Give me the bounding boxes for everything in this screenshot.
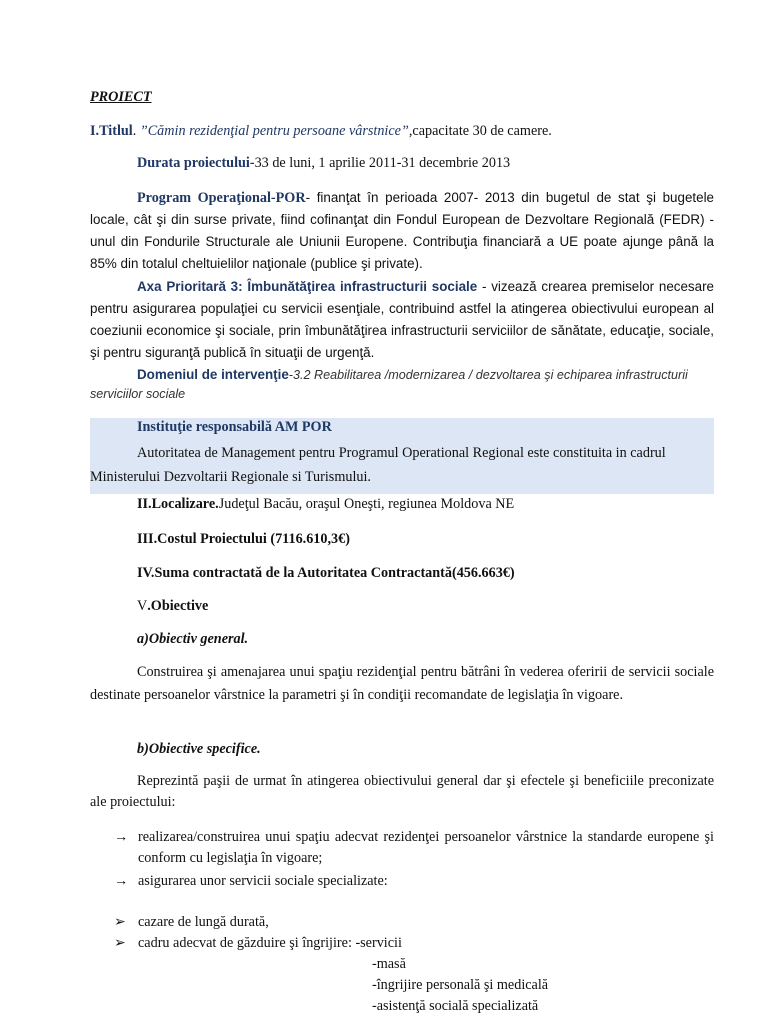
localizare-line [137, 494, 714, 515]
durata-label: Durata proiectului- [137, 155, 255, 171]
domeniu-paragraph [90, 365, 714, 404]
institutie-line1: Autoritatea de Management pentru Programul Operational Regional este constituita in cadrul [137, 445, 666, 461]
check-item-text: cadru adecvat de găzduire şi îngrijire: -servicii [138, 935, 402, 951]
arrow-icon: → [114, 829, 129, 845]
obiective-roman: V [137, 598, 148, 614]
titlu-sep: . [132, 123, 140, 139]
institutie-line2: Ministerului Dezvoltarii Regionale si Turismului. [90, 469, 371, 485]
arrow-item-text: asigurarea unor servicii sociale specializate: [138, 873, 388, 889]
service-item: -asistenţă socială specializată [372, 998, 539, 1014]
obiective-label: .Obiective [147, 598, 209, 614]
domeniu-text: -3.2 Reabilitarea /modernizarea / dezvoltarea şi echiparea infrastructurii serviciilor sociale [90, 368, 688, 401]
localizare-text: Judeţul Bacău, oraşul Oneşti, regiunea Moldova NE [218, 496, 515, 512]
arrow-icon: → [114, 873, 129, 889]
axa-label: Axa Prioritară 3: Îmbunătăţirea infrastructurii sociale [137, 279, 478, 294]
check-item-text: cazare de lungă durată, [138, 914, 269, 930]
titlu-line [90, 121, 714, 142]
check-list-item [0, 912, 768, 934]
institutie-label: Instituţie responsabilă AM POR [137, 419, 332, 435]
durata-line [137, 153, 714, 174]
titlu-name: ”Cămin rezidenţial pentru persoane vârstnice” [139, 123, 409, 139]
arrowhead-bullet-icon: ➢ [114, 935, 126, 951]
obiective-heading [137, 596, 714, 617]
program-text: - finanţat în perioada 2007- 2013 din bugetul de stat şi bugetele locale, cât şi din surse private, fiind cofinanţat din Fondul European de Dezvoltare Regională (FEDR) - unul din Fondurile Structurale ale Uniunii Europene. Contribuţia financiară a UE poate ajunge până la 85% din totalul cheltuielilor naţionale (publice şi private). [90, 190, 714, 271]
axa-text: - vizează crearea premiselor necesare pentru asigurarea populaţiei cu servicii esenţiale, contribuind astfel la atingerea obiectivului european al coeziunii economice şi sociale, prin îmbunătăţirea infrastructurii serviciilor de sănătate, educaţie, sociale, şi pentru siguranţă publică în situaţii de urgenţă. [90, 279, 714, 360]
program-label: Program Operaţional-POR [137, 190, 306, 206]
program-paragraph [90, 187, 714, 275]
check-list-item [0, 933, 768, 955]
suma-line: IV.Suma contractată de la Autoritatea Contractantă(456.663€) [137, 565, 515, 581]
specifice-heading: b)Obiective specifice. [137, 741, 261, 757]
service-item: -îngrijire personală şi medicală [372, 977, 549, 993]
arrowhead-bullet-icon: ➢ [114, 914, 126, 930]
costul-line: III.Costul Proiectului (7116.610,3€) [137, 531, 350, 547]
doc-title: PROIECT [90, 89, 152, 105]
durata-range: 1 aprilie 2011-31 decembrie 2013 [318, 155, 511, 171]
arrow-list-item [0, 871, 768, 893]
axa-paragraph [90, 276, 714, 364]
localizare-label: II.Localizare. [137, 496, 219, 512]
arrow-list-item [0, 827, 768, 871]
arrow-item-text: realizarea/construirea unui spaţiu adecvat rezidenţei persoanelor vârstnice la standarde europene şi conform cu legislaţia în vigoare; [138, 829, 714, 866]
durata-sep: , [311, 155, 319, 171]
specifice-text: Reprezintă paşii de urmat în atingerea obiectivului general dar şi efectele şi beneficiile preconizate ale proiectului: [90, 773, 714, 810]
service-item: -masă [372, 956, 406, 972]
domeniu-label: Domeniul de intervenţie [137, 367, 289, 382]
general-heading: a)Obiectiv general. [137, 631, 249, 647]
titlu-rest: ,capacitate 30 de camere. [408, 123, 552, 139]
general-text: Construirea şi amenajarea unui spaţiu rezidenţial pentru bătrâni în vederea oferirii de servicii sociale destinate persoanelor vârstnice la parametri şi în condiţii recomandate de legislaţia în vigoare. [90, 664, 714, 703]
durata-value: 33 de luni [254, 155, 312, 171]
titlu-label: I.Titlul [90, 123, 133, 139]
